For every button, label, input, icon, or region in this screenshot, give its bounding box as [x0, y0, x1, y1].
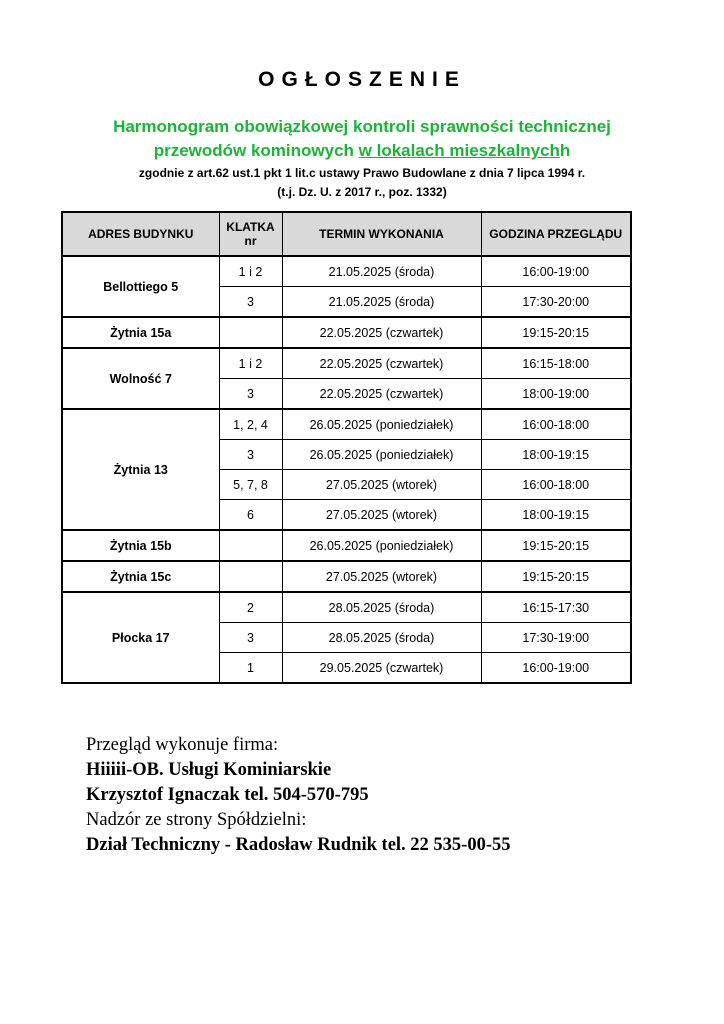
cell-date: 27.05.2025 (wtorek) [282, 500, 481, 531]
table-row [62, 592, 631, 623]
cell-address: Żytnia 15a [62, 317, 219, 348]
cell-date: 26.05.2025 (poniedziałek) [282, 530, 481, 561]
cell-staircase: 1 i 2 [219, 348, 282, 379]
header-staircase-line-2: nr [244, 234, 257, 248]
cell-address: Bellottiego 5 [62, 256, 219, 317]
cell-address: Płocka 17 [62, 592, 219, 683]
cell-hours: 16:00-19:00 [481, 653, 631, 684]
cell-date: 26.05.2025 (poniedziałek) [282, 409, 481, 440]
legal-basis-line-2: (t.j. Dz. U. z 2017 r., poz. 1332) [277, 185, 447, 199]
cell-hours: 16:15-18:00 [481, 348, 631, 379]
cell-staircase: 5, 7, 8 [219, 470, 282, 500]
cell-staircase: 1 [219, 653, 282, 684]
cell-staircase [219, 561, 282, 592]
legal-basis-line-1: zgodnie z art.62 ust.1 pkt 1 lit.c ustawy Prawo Budowlane z dnia 7 lipca 1994 r. [138, 166, 586, 180]
header-staircase-line-1: KLATKA [226, 220, 275, 234]
table-row [62, 530, 631, 561]
cell-hours: 19:15-20:15 [481, 317, 631, 348]
cell-date: 26.05.2025 (poniedziałek) [282, 440, 481, 470]
footer-contractor-name: Hiiiii-OB. Usługi Kominiarskie [86, 760, 332, 780]
subtitle-line-2-tail: h [559, 141, 571, 160]
table-row [62, 348, 631, 379]
table-row [62, 317, 631, 348]
cell-hours: 16:00-18:00 [481, 470, 631, 500]
cell-staircase: 1, 2, 4 [219, 409, 282, 440]
cell-date: 28.05.2025 (środa) [282, 592, 481, 623]
cell-hours: 16:15-17:30 [481, 592, 631, 623]
schedule-body [62, 256, 631, 683]
cell-hours: 17:30-19:00 [481, 623, 631, 653]
table-header-row [62, 212, 631, 256]
cell-hours: 18:00-19:00 [481, 379, 631, 410]
cell-date: 22.05.2025 (czwartek) [282, 348, 481, 379]
header-staircase [219, 212, 282, 256]
cell-staircase: 3 [219, 287, 282, 318]
cell-hours: 16:00-18:00 [481, 409, 631, 440]
cell-staircase: 3 [219, 623, 282, 653]
table-row [62, 561, 631, 592]
cell-staircase [219, 530, 282, 561]
header-hours: GODZINA PRZEGLĄDU [481, 212, 631, 256]
cell-date: 28.05.2025 (środa) [282, 623, 481, 653]
table-row [62, 409, 631, 440]
cell-date: 27.05.2025 (wtorek) [282, 470, 481, 500]
cell-staircase: 3 [219, 379, 282, 410]
cell-staircase: 2 [219, 592, 282, 623]
cell-hours: 19:15-20:15 [481, 530, 631, 561]
cell-address: Żytnia 15b [62, 530, 219, 561]
cell-address: Żytnia 13 [62, 409, 219, 530]
subtitle-line-1: Harmonogram obowiązkowej kontroli sprawności technicznej [113, 117, 611, 136]
subtitle-underlined-text: w lokalach mieszkalnych [358, 141, 560, 160]
footer-supervision-label: Nadzór ze strony Spółdzielni: [86, 810, 307, 830]
cell-date: 21.05.2025 (środa) [282, 287, 481, 318]
cell-staircase [219, 317, 282, 348]
cell-date: 22.05.2025 (czwartek) [282, 317, 481, 348]
cell-hours: 18:00-19:15 [481, 440, 631, 470]
cell-hours: 16:00-19:00 [481, 256, 631, 287]
cell-hours: 18:00-19:15 [481, 500, 631, 531]
cell-date: 29.05.2025 (czwartek) [282, 653, 481, 684]
footer-supervision-contact: Dział Techniczny - Radosław Rudnik tel. 22 535-00-55 [86, 835, 511, 855]
cell-hours: 19:15-20:15 [481, 561, 631, 592]
subtitle-line-2-text: przewodów kominowych [153, 141, 359, 160]
cell-address: Wolność 7 [62, 348, 219, 409]
header-address: ADRES BUDYNKU [62, 212, 219, 256]
cell-date: 22.05.2025 (czwartek) [282, 379, 481, 410]
footer-contractor-contact: Krzysztof Ignaczak tel. 504-570-795 [86, 785, 369, 805]
cell-address: Żytnia 15c [62, 561, 219, 592]
cell-staircase: 6 [219, 500, 282, 531]
cell-staircase: 3 [219, 440, 282, 470]
cell-staircase: 1 i 2 [219, 256, 282, 287]
subtitle-line-2 [0, 141, 724, 161]
footer-contractor-label: Przegląd wykonuje firma: [86, 735, 279, 755]
cell-date: 21.05.2025 (środa) [282, 256, 481, 287]
cell-hours: 17:30-20:00 [481, 287, 631, 318]
page-title: OGŁOSZENIE [258, 68, 466, 91]
cell-date: 27.05.2025 (wtorek) [282, 561, 481, 592]
header-date: TERMIN WYKONANIA [282, 212, 481, 256]
table-row [62, 256, 631, 287]
schedule-table [61, 211, 632, 684]
